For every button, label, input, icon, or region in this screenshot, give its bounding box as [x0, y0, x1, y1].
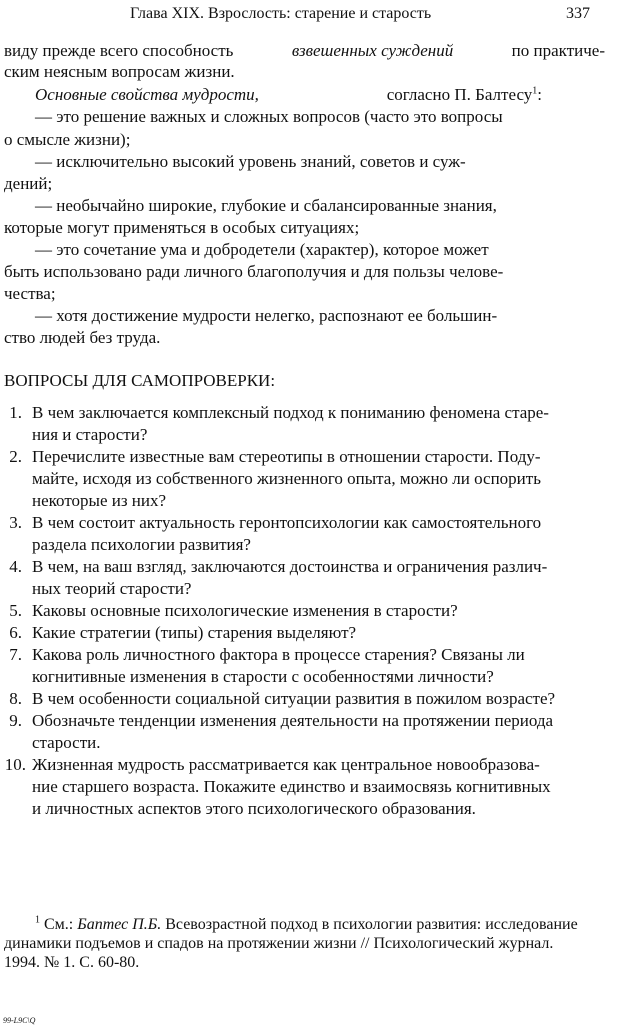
question-text: некоторые из них?	[32, 491, 167, 510]
body-line: быть использовано ради личного благополучия и для пользы челове-	[4, 262, 504, 281]
page-number: 337	[566, 5, 590, 22]
body-text: согласно П. Балтесу$^1$:	[386, 85, 542, 104]
body-text: виду прежде всего способность	[4, 41, 234, 60]
body-line: — хотя достижение мудрости нелегко, распознают ее большин-	[35, 306, 498, 325]
question-number: 9.	[9, 711, 22, 730]
question-text: Обозначьте тенденции изменения деятельности на протяжении периода	[32, 711, 554, 730]
body-line: — это сочетание ума и добродетели (характер), которое может	[35, 240, 489, 259]
question-number: 10.	[4, 755, 26, 774]
question-text: когнитивные изменения в старости с особенностями личности?	[32, 667, 494, 686]
body-line: ским неясным вопросам жизни.	[4, 62, 235, 81]
question-text: В чем заключается комплексный подход к пониманию феномена старе-	[32, 403, 549, 422]
body-emphasis: взвешенных суждений	[291, 41, 454, 60]
body-line: которые могут применяться в особых ситуациях;	[4, 218, 360, 237]
footnote-line	[35, 915, 578, 935]
body-line: — это решение важных и сложных вопросов (часто это вопросы	[35, 107, 503, 126]
body-line	[35, 85, 542, 105]
footnote-line: динамики подъемов и спадов на протяжении жизни // Психологический журнал.	[4, 935, 554, 952]
question-text: В чем особенности социальной ситуации развития в пожилом возрасте?	[32, 689, 556, 708]
question-number: 4.	[9, 557, 22, 576]
question-text: Какова роль личностного фактора в процессе старения? Связаны ли	[32, 645, 525, 664]
body-line: ство людей без труда.	[4, 328, 161, 347]
footnote-ref: 1	[532, 85, 538, 97]
body-line: дений;	[4, 174, 53, 193]
section-heading: ВОПРОСЫ ДЛЯ САМОПРОВЕРКИ:	[4, 371, 276, 390]
question-text: Перечислите известные вам стереотипы в отношении старости. Поду-	[32, 447, 541, 466]
question-text: Какие стратегии (типы) старения выделяют?	[32, 623, 357, 642]
footnote-marker: 1	[35, 914, 40, 926]
question-text: В чем состоит актуальность геронтопсихологии как самостоятельного	[32, 513, 542, 532]
body-line	[4, 41, 605, 61]
question-text: ных теорий старости?	[32, 579, 192, 598]
body-emphasis: Основные свойства мудрости,	[35, 85, 259, 104]
question-text: В чем, на ваш взгляд, заключаются достоинства и ограничения различ-	[32, 557, 548, 576]
footnote-title: Всевозрастной подход в психологии развития: исследование	[165, 916, 578, 933]
question-text: ния и старости?	[32, 425, 148, 444]
question-number: 5.	[9, 601, 22, 620]
footnote-see: См.:	[44, 916, 74, 933]
question-text: Каковы основные психологические изменения в старости?	[32, 601, 458, 620]
question-text: старости.	[32, 733, 101, 752]
question-number: 7.	[9, 645, 22, 664]
body-line: о смысле жизни);	[4, 130, 131, 149]
running-header: Глава XIX. Взрослость: старение и старость	[130, 5, 432, 22]
question-text: и личностных аспектов этого психологического образования.	[32, 799, 476, 818]
question-text: ние старшего возраста. Покажите единство и взаимосвязь когнитивных	[32, 777, 551, 796]
body-text: по практиче-	[511, 41, 605, 60]
question-number: 2.	[9, 447, 22, 466]
question-number: 3.	[9, 513, 22, 532]
question-text: раздела психологии развития?	[32, 535, 251, 554]
question-number: 1.	[9, 403, 22, 422]
printer-code: 99-L9C\Q	[3, 1016, 36, 1025]
question-number: 6.	[9, 623, 22, 642]
body-line: чества;	[4, 284, 56, 303]
question-text: Жизненная мудрость рассматривается как центральное новообразова-	[32, 755, 540, 774]
question-number: 8.	[9, 689, 22, 708]
body-line: — исключительно высокий уровень знаний, советов и суж-	[35, 152, 466, 171]
body-line: — необычайно широкие, глубокие и сбалансированные знания,	[35, 196, 497, 215]
footnote-line: 1994. № 1. С. 60-80.	[4, 954, 140, 971]
question-text: майте, исходя из собственного жизненного опыта, можно ли оспорить	[32, 469, 541, 488]
footnote-author: Баптес П.Б.	[77, 916, 162, 933]
